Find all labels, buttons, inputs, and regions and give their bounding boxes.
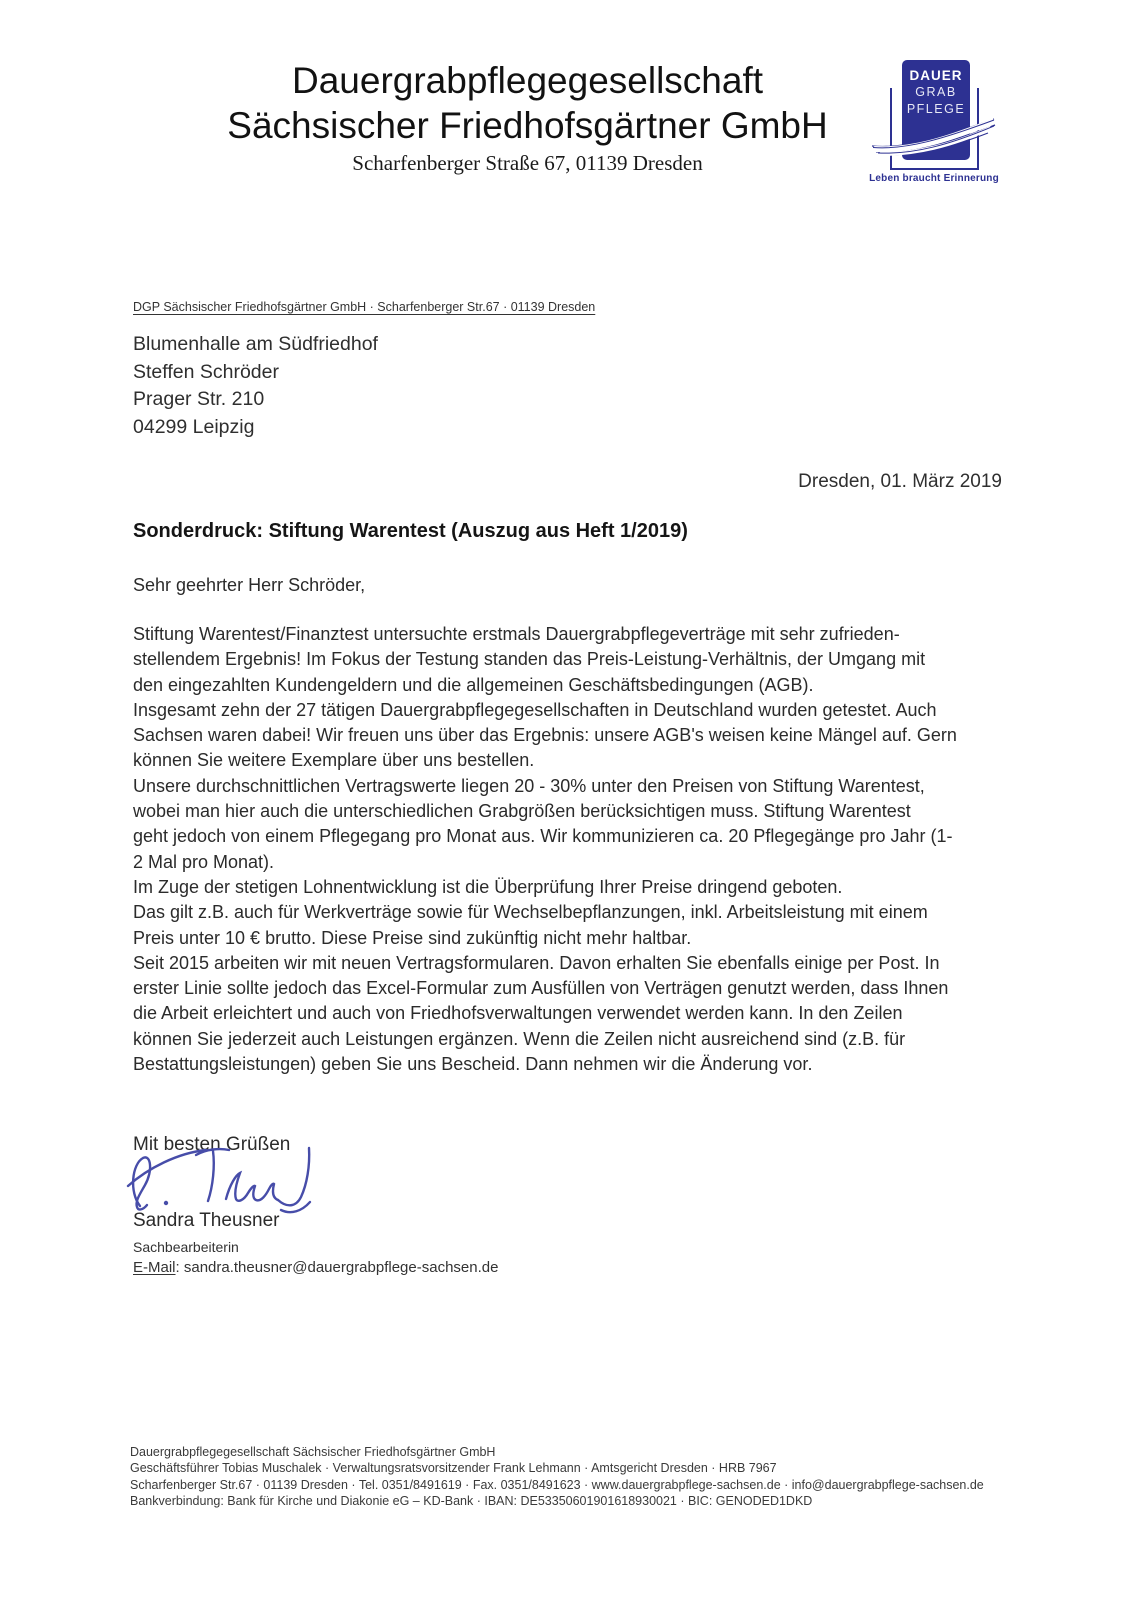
email-address: : sandra.theusner@dauergrabpflege-sachsen.de [175,1259,499,1276]
recipient-line: Blumenhalle am Südfriedhof [133,333,378,355]
body-line: Das gilt z.B. auch für Werkverträge sowie für Wechselbepflanzungen, inkl. Arbeitsleistung mit einem [133,902,928,923]
body-line: Im Zuge der stetigen Lohnentwicklung ist die Überprüfung Ihrer Preise dringend geboten. [133,876,843,897]
body-line: Stiftung Warentest/Finanztest untersuchte erstmals Dauergrabpflegeverträge mit sehr zufrieden- [133,624,900,644]
body-line: können Sie weitere Exemplare über uns bestellen. [133,750,535,771]
company-letterhead [70,58,985,176]
body-line: die Arbeit erleichtert und auch von Friedhofsverwaltungen verwendet werden kann. In den Zeilen [133,1003,903,1024]
logo-word-pflege: PFLEGE [906,102,966,116]
signer-role: Sachbearbeiterin [133,1239,239,1255]
logo-word-dauer: DAUER [909,68,963,83]
footer-line: Geschäftsführer Tobias Muschalek · Verwaltungsratsvorsitzender Frank Lehmann · Amtsgericht Dresden · HRB 7967 [130,1461,777,1476]
body-line: erster Linie sollte jedoch das Excel-Formular zum Ausfüllen von Verträgen genutzt werden, dass Ihnen [133,978,949,999]
body-line: den eingezahlten Kundengeldern und die allgemeinen Geschäftsbedingungen (AGB). [133,674,814,695]
footer-imprint [130,1444,1050,1510]
recipient-line: 04299 Leipzig [133,415,255,438]
company-name-line2: Sächsischer Friedhofsgärtner GmbH [227,105,828,146]
recipient-address-block [133,331,378,441]
logo-tagline: Leben braucht Erinnerung [869,173,999,184]
body-line: Bestattungsleistungen) geben Sie uns Bescheid. Dann nehmen wir die Änderung vor. [133,1054,813,1075]
return-address-line: DGP Sächsischer Friedhofsgärtner GmbH · Scharfenberger Str.67 · 01139 Dresden [133,300,596,314]
recipient-line: Prager Str. 210 [133,388,265,410]
email-line [133,1259,498,1276]
body-line: stellendem Ergebnis! Im Fokus der Testung standen das Preis-Leistung-Verhältnis, der Umgang mit [133,649,926,670]
company-name-line1: Dauergrabpflegegesellschaft [291,60,764,101]
closing-greeting: Mit besten Grüßen [133,1134,291,1155]
date-line: Dresden, 01. März 2019 [798,471,1002,492]
body-line: Sachsen waren dabei! Wir freuen uns über das Ergebnis: unsere AGB's weisen keine Mängel auf. Gern [133,725,957,746]
footer-line: Scharfenberger Str.67 · 01139 Dresden · Tel. 0351/8491619 · Fax. 0351/8491623 · www.dauergrabpflege-sachsen.de · info@dauergrabpflege-sachsen.de [130,1477,984,1492]
salutation: Sehr geehrter Herr Schröder, [133,575,366,595]
signer-name: Sandra Theusner [133,1210,280,1231]
subject-line: Sonderdruck: Stiftung Warentest (Auszug aus Heft 1/2019) [133,520,688,542]
body-line: wobei man hier auch die unterschiedlichen Grabgrößen berücksichtigen muss. Stiftung Warentest [133,801,911,822]
company-logo [870,54,998,196]
body-line: geht jedoch von einem Pflegegang pro Monat aus. Wir kommunizieren ca. 20 Pflegegänge pro Jahr (1- [133,826,953,847]
wave-icon [870,116,998,156]
footer-line: Bankverbindung: Bank für Kirche und Diakonie eG – KD-Bank · IBAN: DE53350601901618930021 · BIC: GENODED1DKD [130,1494,813,1509]
footer-line: Dauergrabpflegegesellschaft Sächsischer Friedhofsgärtner GmbH [130,1445,496,1459]
letter-body [133,622,1018,1077]
company-address: Scharfenberger Straße 67, 01139 Dresden [352,151,703,175]
body-line: 2 Mal pro Monat). [133,851,275,872]
body-line: Insgesamt zehn der 27 tätigen Dauergrabpflegegesellschaften in Deutschland wurden getestet. Auch [133,699,937,720]
body-line: können Sie jederzeit auch Leistungen ergänzen. Wenn die Zeilen nicht ausreichend sind (z.B. für [133,1028,906,1049]
body-line: Seit 2015 arbeiten wir mit neuen Vertragsformularen. Davon erhalten Sie ebenfalls einige per Post. In [133,952,940,973]
recipient-line: Steffen Schröder [133,360,279,383]
body-line: Preis unter 10 € brutto. Diese Preise sind zukünftig nicht mehr haltbar. [133,927,692,948]
body-line: Unsere durchschnittlichen Vertragswerte liegen 20 - 30% unter den Preisen von Stiftung Warentest, [133,775,925,796]
email-label: E-Mail [133,1259,176,1276]
logo-word-grab: GRAB [915,85,957,99]
